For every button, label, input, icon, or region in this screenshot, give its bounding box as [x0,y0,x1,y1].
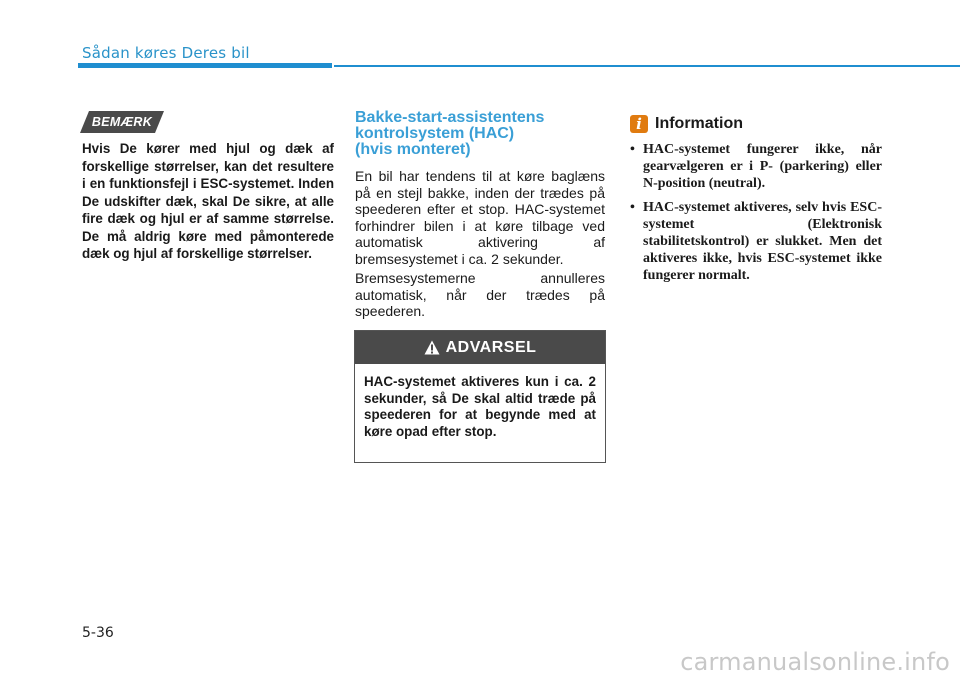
header-rule-thin [334,65,960,67]
chapter-title: Sådan køres Deres bil [82,44,250,62]
note-badge [80,111,164,133]
page-number: 5-36 [82,625,114,641]
warning-header [355,331,605,364]
list-item [630,141,882,193]
section-heading-line: (hvis monteret) [355,141,471,158]
header-rule-thick [78,63,332,68]
info-title: Information [655,115,743,132]
list-item [630,199,882,285]
section-heading-line: Bakke-start-assistentens [355,109,545,126]
info-icon: i [630,115,648,133]
section-paragraph-2: Bremsesystemerne annulleres automatisk, når der trædes på speederen. [355,270,605,320]
list-item-text: HAC-systemet aktiveres, selv hvis ESC-systemet (Elektronisk stabilitetskontrol) er slukket. Men det aktiveres ikke, hvis ESC-systemet ikke fungerer normalt. [643,199,882,284]
section-heading-line: kontrolsystem (HAC) [355,125,515,142]
list-item-text: HAC-systemet fungerer ikke, når gearvælgeren er i P- (parkering) eller N-position (neutral). [643,142,882,192]
bullet: • [630,142,635,157]
warning-box [354,330,606,463]
warning-triangle-icon [424,340,440,355]
note-text: Hvis De kører med hjul og dæk af forskellige størrelser, kan det resultere i en funktionsfejl i ESC-systemet. Inden De udskifter dæk, skal De sikre, at alle fire dæk og hjul er af samme størrelse. De må aldrig køre med påmonterede dæk og hjul af forskellige størrelser. [82,141,334,261]
note-badge-label: BEMÆRK [91,115,153,129]
warning-text: HAC-systemet aktiveres kun i ca. 2 sekunder, så De skal altid træde på speederen for at begynde med at køre opad efter stop. [364,374,596,439]
bullet: • [630,199,635,215]
section-heading [355,110,615,158]
warning-label: ADVARSEL [445,338,537,356]
section-paragraph-1: En bil har tendens til at køre baglæns på en stejl bakke, inden der trædes på speederen efter et stop. HAC-systemet forhindrer bilen i at køre tilbage ved automatisk aktivering af bremsesystemet i ca. 2 sekunder. [355,168,605,267]
watermark: carmanualsonline.info [680,648,950,676]
info-list [630,141,882,291]
